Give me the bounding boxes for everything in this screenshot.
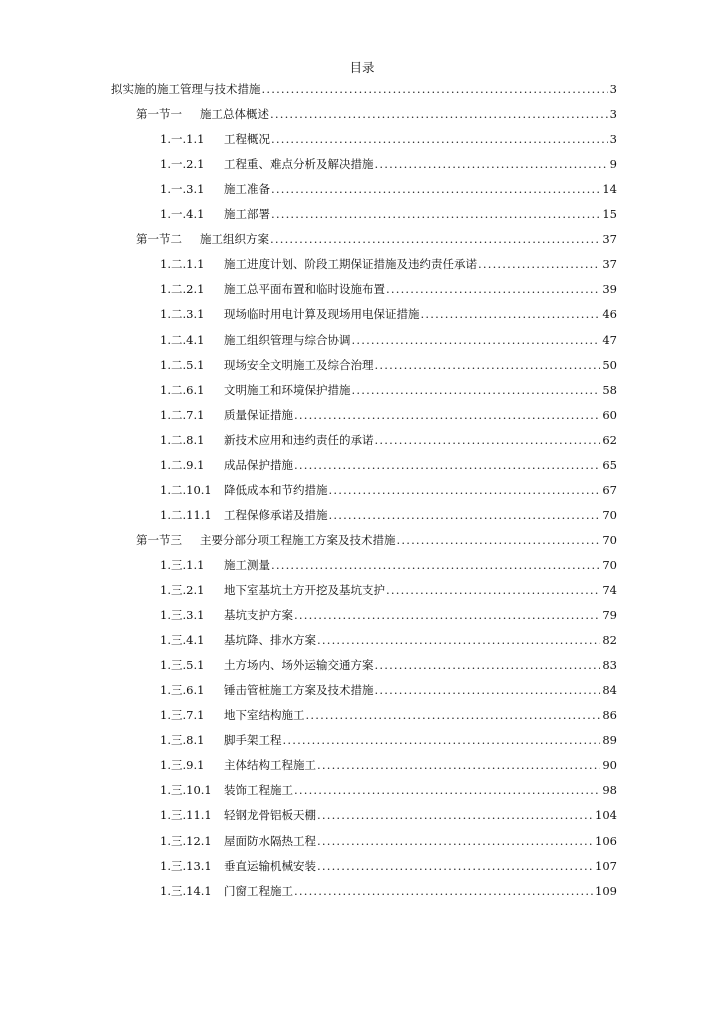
toc-entry-title: 现场安全文明施工及综合治理 — [224, 357, 374, 372]
toc-entry-page: 84 — [602, 683, 617, 698]
toc-entry[interactable] — [160, 856, 617, 876]
toc-entry-page: 106 — [595, 833, 617, 848]
toc-entry-title: 施工组织方案 — [200, 232, 269, 247]
toc-entry-page: 50 — [602, 357, 617, 372]
toc-entry-number: 1.三.10.1 — [160, 783, 212, 798]
toc-entry-page: 79 — [602, 608, 617, 623]
toc-entry-number: 1.二.6.1 — [160, 382, 205, 397]
toc-dot-leader — [317, 805, 593, 825]
toc-dot-leader — [270, 104, 608, 124]
toc-dot-leader — [352, 330, 601, 350]
toc-entry-number: 1.一.3.1 — [160, 182, 205, 197]
toc-dot-leader — [294, 405, 600, 425]
toc-entry[interactable] — [160, 680, 617, 700]
toc-entry-page: 37 — [602, 257, 617, 272]
toc-entry-page: 15 — [602, 207, 617, 222]
toc-dot-leader — [478, 254, 600, 274]
toc-entry-number: 1.二.2.1 — [160, 282, 205, 297]
toc-dot-leader — [283, 730, 601, 750]
toc-entry[interactable] — [160, 380, 617, 400]
toc-entry[interactable] — [111, 79, 617, 99]
toc-entry-page: 14 — [602, 182, 617, 197]
toc-dot-leader — [306, 705, 601, 725]
toc-entry[interactable] — [160, 355, 617, 375]
toc-entry-number: 1.三.2.1 — [160, 583, 205, 597]
toc-entry-page: 67 — [602, 482, 617, 497]
toc-entry-title: 施工部署 — [224, 207, 270, 222]
toc-entry-page: 70 — [602, 557, 617, 572]
toc-entry-page: 9 — [609, 157, 617, 172]
toc-entry-number: 1.二.11.1 — [160, 507, 212, 522]
toc-dot-leader — [421, 304, 601, 324]
toc-entry[interactable] — [160, 430, 617, 450]
toc-entry[interactable] — [160, 555, 617, 575]
toc-entry-number: 1.二.4.1 — [160, 332, 205, 347]
toc-entry-title: 质量保证措施 — [224, 407, 293, 422]
toc-entry[interactable] — [160, 405, 617, 425]
toc-entry-number: 1.三.5.1 — [160, 658, 205, 673]
toc-dot-leader — [352, 380, 601, 400]
toc-entry-title: 轻钢龙骨铝板天棚 — [224, 808, 316, 823]
toc-dot-leader — [317, 630, 600, 650]
toc-dot-leader — [375, 154, 608, 174]
toc-entry-title: 地下室结构施工 — [224, 708, 305, 723]
toc-entry-number: 1.一.2.1 — [160, 157, 205, 172]
toc-entry-page: 37 — [602, 232, 617, 247]
toc-entry-title: 基坑支护方案 — [224, 608, 293, 623]
toc-entry[interactable] — [136, 104, 617, 124]
toc-entry-title: 主要分部分项工程施工方案及技术措施 — [200, 532, 396, 547]
toc-entry-title: 施工总体概述 — [200, 107, 269, 122]
toc-entry[interactable] — [160, 630, 617, 650]
toc-entry-number: 第一节一 — [136, 107, 182, 122]
toc-entry-page: 3 — [609, 132, 617, 147]
toc-entry[interactable] — [160, 580, 617, 600]
toc-entry-number: 第一节三 — [136, 532, 182, 547]
toc-entry[interactable] — [160, 805, 617, 825]
toc-entry-page: 62 — [602, 432, 617, 447]
toc-entry-page: 46 — [602, 307, 617, 322]
toc-entry-number: 1.三.12.1 — [160, 833, 212, 848]
toc-dot-leader — [317, 755, 600, 775]
toc-entry-number: 1.三.6.1 — [160, 683, 205, 698]
toc-entry[interactable] — [160, 204, 617, 224]
toc-dot-leader — [317, 831, 593, 851]
toc-entry[interactable] — [160, 755, 617, 775]
toc-entry[interactable] — [160, 154, 617, 174]
toc-entry-title: 施工准备 — [224, 182, 270, 197]
toc-entry[interactable] — [160, 304, 617, 324]
toc-entry-title: 屋面防水隔热工程 — [224, 833, 316, 848]
toc-entry-number: 1.三.7.1 — [160, 708, 205, 723]
toc-entry-title: 降低成本和节约措施 — [224, 482, 328, 497]
toc-entry-title: 成品保护措施 — [224, 457, 293, 472]
toc-entry[interactable] — [160, 831, 617, 851]
toc-dot-leader — [294, 455, 600, 475]
toc-dot-leader — [375, 655, 601, 675]
toc-entry-page: 89 — [602, 733, 617, 748]
toc-entry-page: 65 — [602, 457, 617, 472]
toc-entry-title: 新技术应用和违约责任的承诺 — [224, 432, 374, 447]
toc-entry-title: 拟实施的施工管理与技术措施 — [111, 82, 261, 96]
toc-entry-page: 58 — [602, 382, 617, 397]
toc-entry[interactable] — [160, 455, 617, 475]
toc-entry-page: 47 — [602, 332, 617, 347]
toc-entry[interactable] — [160, 505, 617, 525]
toc-entry[interactable] — [160, 881, 617, 901]
toc-entry-title: 基坑降、排水方案 — [224, 633, 316, 648]
toc-dot-leader — [329, 480, 601, 500]
toc-dot-leader — [271, 204, 600, 224]
toc-entry-page: 83 — [602, 658, 617, 673]
toc-entry-page: 109 — [595, 883, 617, 898]
toc-entry-title: 门窗工程施工 — [224, 883, 293, 898]
toc-entry-page: 3 — [609, 107, 617, 122]
toc-entry-title: 工程重、难点分析及解决措施 — [224, 157, 374, 172]
toc-entry-title: 施工进度计划、阶段工期保证措施及违约责任承诺 — [224, 257, 477, 272]
toc-entry-number: 1.三.4.1 — [160, 633, 205, 648]
toc-entry-number: 1.二.9.1 — [160, 457, 205, 472]
toc-entry-page: 70 — [602, 507, 617, 522]
toc-entry-number: 1.三.9.1 — [160, 758, 205, 773]
toc-entry-title: 现场临时用电计算及现场用电保证措施 — [224, 307, 420, 322]
toc-entry[interactable] — [160, 705, 617, 725]
toc-entry-page: 107 — [595, 858, 617, 873]
toc-entry-page: 82 — [602, 633, 617, 648]
toc-entry-number: 1.二.5.1 — [160, 357, 205, 372]
toc-entry-title: 地下室基坑土方开挖及基坑支护 — [224, 583, 385, 597]
toc-entry-page: 3 — [609, 82, 617, 96]
toc-dot-leader — [397, 530, 601, 550]
toc-entry-number: 1.三.14.1 — [160, 883, 212, 898]
toc-entry-number: 1.二.1.1 — [160, 257, 205, 272]
toc-entry-number: 1.三.8.1 — [160, 733, 205, 748]
toc-entry[interactable] — [160, 780, 617, 800]
toc-entry-title: 垂直运输机械安装 — [224, 858, 316, 873]
toc-dot-leader — [271, 179, 600, 199]
toc-entry-page: 60 — [602, 407, 617, 422]
toc-entry-page: 74 — [602, 583, 617, 597]
toc-dot-leader — [386, 580, 600, 600]
toc-entry-title: 施工测量 — [224, 557, 270, 572]
toc-entry-title: 施工总平面布置和临时设施布置 — [224, 282, 385, 297]
toc-entry-title: 文明施工和环境保护措施 — [224, 382, 351, 397]
toc-entry[interactable] — [160, 279, 617, 299]
toc-entry-title: 工程保修承诺及措施 — [224, 507, 328, 522]
toc-entry[interactable] — [160, 254, 617, 274]
toc-entry[interactable] — [160, 129, 617, 149]
toc-entry-number: 1.三.3.1 — [160, 608, 205, 623]
toc-entry-title: 锤击管桩施工方案及技术措施 — [224, 683, 374, 698]
toc-entry-page: 70 — [602, 532, 617, 547]
toc-dot-leader — [375, 430, 601, 450]
toc-entry-title: 工程概况 — [224, 132, 270, 147]
toc-dot-leader — [375, 355, 601, 375]
toc-dot-leader — [375, 680, 601, 700]
toc-entry-number: 1.二.3.1 — [160, 307, 205, 322]
toc-entry-page: 39 — [602, 282, 617, 297]
toc-entry-number: 第一节二 — [136, 232, 182, 247]
toc-entry-title: 脚手架工程 — [224, 733, 282, 748]
toc-entry-number: 1.三.13.1 — [160, 858, 212, 873]
toc-entry-number: 1.一.1.1 — [160, 132, 205, 147]
toc-entry[interactable] — [160, 179, 617, 199]
toc-entry[interactable] — [160, 605, 617, 625]
toc-entry-title: 装饰工程施工 — [224, 783, 293, 798]
toc-entry[interactable] — [160, 730, 617, 750]
toc-entry-page: 98 — [602, 783, 617, 798]
toc-entry-page: 104 — [595, 808, 617, 823]
toc-dot-leader — [271, 129, 608, 149]
toc-dot-leader — [294, 605, 600, 625]
toc-entry[interactable] — [160, 655, 617, 675]
toc-entry-page: 86 — [602, 708, 617, 723]
toc-entry-number: 1.二.7.1 — [160, 407, 205, 422]
toc-entry-number: 1.二.8.1 — [160, 432, 205, 447]
toc-entry-number: 1.三.1.1 — [160, 557, 205, 572]
toc-entry[interactable] — [160, 480, 617, 500]
toc-dot-leader — [386, 279, 600, 299]
toc-dot-leader — [294, 780, 600, 800]
toc-dot-leader — [317, 856, 593, 876]
toc-entry-page: 90 — [602, 758, 617, 773]
toc-entry-number: 1.一.4.1 — [160, 207, 205, 222]
toc-entry-number: 1.二.10.1 — [160, 482, 212, 497]
toc-dot-leader — [271, 555, 600, 575]
toc-entry-title: 主体结构工程施工 — [224, 758, 316, 773]
toc-entry-number: 1.三.11.1 — [160, 808, 212, 823]
toc-dot-leader — [294, 881, 593, 901]
toc-entry[interactable] — [160, 330, 617, 350]
toc-entry[interactable] — [136, 229, 617, 249]
toc-entry-title: 土方场内、场外运输交通方案 — [224, 658, 374, 673]
toc-entry[interactable] — [136, 530, 617, 550]
toc-dot-leader — [270, 229, 600, 249]
toc-title: 目录 — [349, 60, 375, 75]
toc-dot-leader — [329, 505, 601, 525]
toc-entry-title: 施工组织管理与综合协调 — [224, 332, 351, 347]
toc-dot-leader — [262, 79, 608, 99]
